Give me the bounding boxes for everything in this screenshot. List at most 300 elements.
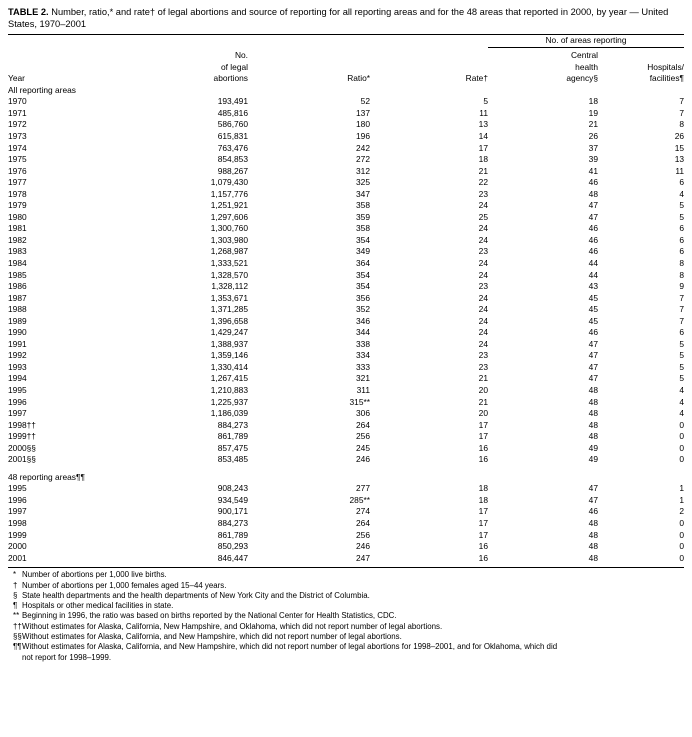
cell-ratio: 349: [356, 246, 370, 257]
cell-year: 1987: [8, 292, 27, 303]
table-row: [8, 143, 684, 155]
cell-hospitals-facilities: 0: [679, 552, 685, 563]
table-row: [8, 108, 684, 120]
cell-central-health-agency: 48: [588, 419, 598, 430]
cell-year: 1981: [8, 223, 27, 234]
cell-central-health-agency: 49: [588, 442, 598, 453]
cell-hospitals-facilities: 5: [679, 211, 685, 222]
cell-hospitals-facilities: 7: [679, 304, 685, 315]
cell-year: 1970: [8, 96, 27, 107]
cell-rate: 22: [478, 177, 488, 188]
cell-no: 763,476: [217, 142, 248, 153]
table-row: [8, 223, 684, 235]
cell-no: 1,371,285: [210, 304, 248, 315]
group-label: 48 reporting areas¶¶: [8, 471, 85, 482]
cell-central-health-agency: 47: [588, 338, 598, 349]
cell-rate: 18: [478, 494, 488, 505]
cell-hospitals-facilities: 7: [679, 96, 685, 107]
cell-no: 1,210,883: [210, 385, 248, 395]
cell-hospitals-facilities: 7: [679, 315, 685, 326]
table-row: [8, 281, 684, 293]
footnote-marker: †: [13, 580, 18, 590]
cell-central-health-agency: 47: [588, 350, 598, 361]
header-year: Year: [8, 73, 25, 84]
group-header-row: [8, 472, 684, 484]
cell-central-health-agency: 48: [588, 431, 598, 442]
header-cha-line2: health: [575, 61, 598, 72]
footnote: [8, 570, 684, 580]
table-row: [8, 189, 684, 201]
table-row: [8, 327, 684, 339]
cell-rate: 24: [478, 315, 488, 326]
cell-no: 1,251,921: [210, 200, 248, 211]
footnote-text: Without estimates for Alaska, California, and New Hampshire, which did not report number of legal abortions for 1998–2001, and for Oklahoma, which did: [22, 642, 558, 652]
cell-no: 1,300,760: [210, 223, 248, 234]
header-central-health-agency: [488, 50, 598, 85]
footnote-text: Number of abortions per 1,000 females aged 15–44 years.: [22, 580, 227, 590]
cell-hospitals-facilities: 5: [679, 373, 685, 384]
cell-no: 1,079,430: [210, 177, 248, 188]
cell-year: 1988: [8, 304, 27, 315]
cell-hospitals-facilities: 6: [679, 223, 685, 234]
cell-no: 485,816: [217, 107, 248, 118]
table-row: [8, 431, 684, 443]
table-row: [8, 518, 684, 530]
cell-rate: 24: [478, 223, 488, 234]
cell-year: 1974: [8, 142, 27, 153]
table-row: [8, 541, 684, 553]
cell-central-health-agency: 21: [588, 119, 598, 130]
group-label: All reporting areas: [8, 84, 76, 95]
cell-hospitals-facilities: 0: [679, 529, 685, 540]
header-rate: Rate†: [465, 73, 488, 84]
table-row: [8, 339, 684, 351]
cell-ratio: 315**: [349, 396, 370, 407]
cell-year: 1978: [8, 188, 27, 199]
cell-hospitals-facilities: 6: [679, 246, 685, 257]
footnote-marker: ¶: [13, 601, 18, 611]
cell-year: 1989: [8, 315, 27, 326]
cell-hospitals-facilities: 5: [679, 200, 685, 211]
cell-hospitals-facilities: 8: [679, 257, 685, 268]
table-row: [8, 385, 684, 397]
table-head: [8, 35, 684, 85]
cell-rate: 5: [483, 96, 488, 107]
cell-no: 1,268,987: [210, 246, 248, 257]
cell-central-health-agency: 48: [588, 552, 598, 563]
cell-hospitals-facilities: 5: [679, 361, 685, 372]
cell-hospitals-facilities: 0: [679, 454, 685, 465]
cell-year: 1982: [8, 234, 27, 245]
cell-ratio: 364: [356, 257, 370, 268]
cell-year: 1995: [8, 385, 27, 395]
cell-ratio: 277: [356, 483, 370, 494]
cell-year: 1998: [8, 518, 27, 529]
footnotes: [8, 570, 684, 663]
footnote-marker: **: [13, 611, 20, 621]
footnote-text: State health departments and the health departments of New York City and the District of Columbia.: [22, 590, 370, 600]
cell-no: 934,549: [217, 494, 248, 505]
footnote-text-continued: not report for 1998–1999.: [22, 652, 112, 662]
cell-no: 1,186,039: [210, 408, 248, 419]
cell-year: 2001§§: [8, 454, 36, 465]
footnote: [8, 601, 684, 611]
cell-ratio: 354: [356, 234, 370, 245]
cell-ratio: 264: [356, 518, 370, 529]
cell-central-health-agency: 49: [588, 454, 598, 465]
cell-no: 615,831: [217, 130, 248, 141]
table-row: [8, 235, 684, 247]
cell-year: 1975: [8, 154, 27, 165]
cell-ratio: 338: [356, 338, 370, 349]
cell-ratio: 246: [356, 541, 370, 552]
cell-ratio: 356: [356, 292, 370, 303]
cell-ratio: 285**: [349, 494, 370, 505]
cell-ratio: 180: [356, 119, 370, 130]
cell-hospitals-facilities: 6: [679, 234, 685, 245]
cell-ratio: 242: [356, 142, 370, 153]
cell-rate: 16: [478, 552, 488, 563]
cell-rate: 24: [478, 338, 488, 349]
footnote: [8, 581, 684, 591]
cell-hospitals-facilities: 0: [679, 541, 685, 552]
cell-rate: 23: [478, 281, 488, 292]
cell-year: 1991: [8, 338, 27, 349]
cell-ratio: 352: [356, 304, 370, 315]
table-row: [8, 270, 684, 282]
cell-no: 1,267,415: [210, 373, 248, 384]
table-row: [8, 454, 684, 466]
cell-rate: 25: [478, 211, 488, 222]
cell-rate: 17: [478, 506, 488, 517]
cell-year: 1999††: [8, 431, 36, 442]
cell-year: 1997: [8, 506, 27, 517]
cell-hospitals-facilities: 9: [679, 281, 685, 292]
cell-no: 1,328,570: [210, 269, 248, 280]
cell-no: 846,447: [217, 552, 248, 563]
table-row: [8, 96, 684, 108]
cell-hospitals-facilities: 4: [679, 385, 685, 395]
cell-no: 884,273: [217, 419, 248, 430]
cell-year: 2000: [8, 541, 27, 552]
table-row: [8, 200, 684, 212]
cell-no: 1,297,606: [210, 211, 248, 222]
cell-year: 1993: [8, 361, 27, 372]
header-no-line3: abortions: [213, 73, 248, 84]
cell-hospitals-facilities: 0: [679, 518, 685, 529]
cell-year: 1986: [8, 281, 27, 292]
footnote-marker: *: [13, 570, 17, 580]
cell-no: 850,293: [217, 541, 248, 552]
cell-central-health-agency: 46: [588, 234, 598, 245]
cell-central-health-agency: 46: [588, 223, 598, 234]
cell-no: 586,760: [217, 119, 248, 130]
cell-no: 1,328,112: [211, 281, 248, 292]
cell-ratio: 354: [356, 281, 370, 292]
cell-year: 1996: [8, 494, 27, 505]
cell-ratio: 321: [356, 373, 370, 384]
table-row: [8, 304, 684, 316]
cell-no: 1,359,146: [210, 350, 248, 361]
cell-no: 1,303,980: [210, 234, 248, 245]
cell-no: 1,353,671: [210, 292, 248, 303]
cell-central-health-agency: 37: [588, 142, 598, 153]
cell-rate: 21: [478, 396, 488, 407]
cell-year: 1977: [8, 177, 27, 188]
footnote-marker: ¶¶: [13, 642, 22, 652]
footnote-text: Without estimates for Alaska, California, New Hampshire, and Oklahoma, which did not report number of legal abortions.: [22, 621, 443, 631]
cell-no: 853,485: [217, 454, 248, 465]
cell-ratio: 245: [356, 442, 370, 453]
cell-year: 1979: [8, 200, 27, 211]
cell-hospitals-facilities: 2: [679, 506, 685, 517]
header-row: [8, 50, 684, 85]
cell-hospitals-facilities: 4: [679, 188, 685, 199]
cell-no: 857,475: [217, 442, 248, 453]
body-bottom-rule: [8, 567, 684, 568]
cell-ratio: 196: [356, 130, 370, 141]
cell-rate: 24: [478, 269, 488, 280]
table-row: [8, 350, 684, 362]
cell-central-health-agency: 48: [588, 541, 598, 552]
table-number: TABLE 2.: [8, 7, 49, 17]
cell-rate: 23: [478, 246, 488, 257]
cell-rate: 17: [478, 518, 488, 529]
cell-hospitals-facilities: 11: [675, 165, 685, 176]
cell-hospitals-facilities: 4: [679, 408, 685, 419]
cell-central-health-agency: 45: [588, 315, 598, 326]
cell-rate: 16: [478, 442, 488, 453]
cell-year: 1990: [8, 327, 27, 338]
header-cha-line1: Central: [571, 50, 598, 61]
cell-rate: 23: [478, 361, 488, 372]
cell-no: 900,171: [217, 506, 248, 517]
cell-rate: 13: [478, 119, 488, 130]
cell-rate: 14: [478, 130, 488, 141]
cell-rate: 18: [478, 483, 488, 494]
cell-hospitals-facilities: 13: [674, 154, 685, 165]
cell-central-health-agency: 46: [588, 327, 598, 338]
cell-central-health-agency: 43: [588, 281, 598, 292]
cell-rate: 20: [478, 408, 488, 419]
cell-rate: 24: [478, 327, 488, 338]
cell-rate: 18: [478, 154, 488, 165]
cell-rate: 24: [478, 304, 488, 315]
cell-ratio: 358: [356, 223, 370, 234]
cell-ratio: 354: [356, 269, 370, 280]
table-row: [8, 246, 684, 258]
cell-year: 1992: [8, 350, 27, 361]
cell-rate: 17: [478, 529, 488, 540]
header-span-areas-reporting-label: No. of areas reporting: [488, 35, 684, 49]
cell-rate: 23: [478, 188, 488, 199]
cell-year: 2000§§: [8, 442, 36, 453]
cell-hospitals-facilities: 4: [679, 396, 685, 407]
cell-year: 1996: [8, 396, 27, 407]
cell-year: 1999: [8, 529, 27, 540]
cell-year: 1995: [8, 483, 27, 494]
cell-hospitals-facilities: 0: [679, 442, 685, 453]
cell-hospitals-facilities: 0: [679, 419, 685, 430]
header-hosp-line2: facilities¶: [649, 73, 685, 84]
cell-central-health-agency: 47: [588, 373, 598, 384]
table-row: [8, 293, 684, 305]
cell-rate: 17: [478, 142, 488, 153]
cell-year: 1983: [8, 246, 27, 257]
cell-central-health-agency: 47: [588, 200, 598, 211]
header-no-line2: of legal: [220, 61, 248, 72]
table-row: [8, 119, 684, 131]
footnote-text: Beginning in 1996, the ratio was based on births reported by the National Center for Health Statistics, CDC.: [22, 611, 397, 621]
cell-year: 1980: [8, 211, 27, 222]
cell-hospitals-facilities: 1: [679, 483, 685, 494]
footnote: [8, 622, 684, 632]
cell-hospitals-facilities: 7: [679, 107, 685, 118]
cell-ratio: 333: [356, 361, 370, 372]
cell-central-health-agency: 48: [588, 408, 598, 419]
cell-hospitals-facilities: 8: [679, 269, 685, 280]
cell-central-health-agency: 48: [588, 529, 598, 540]
cell-ratio: 347: [356, 188, 370, 199]
cell-central-health-agency: 41: [588, 165, 598, 176]
cell-rate: 24: [478, 292, 488, 303]
cell-no: 988,267: [217, 165, 248, 176]
footnote: [8, 642, 684, 652]
cell-hospitals-facilities: 15: [674, 142, 685, 153]
cell-ratio: 137: [356, 107, 370, 118]
cell-ratio: 346: [356, 315, 370, 326]
table-row: [8, 316, 684, 328]
footnote: [8, 611, 684, 621]
cell-no: 1,388,937: [210, 338, 248, 349]
footnote-marker: §§: [13, 631, 22, 641]
cell-central-health-agency: 26: [588, 130, 598, 141]
cell-central-health-agency: 45: [588, 304, 598, 315]
header-hospitals-facilities: [598, 50, 684, 85]
cell-ratio: 312: [356, 165, 370, 176]
cell-ratio: 272: [356, 154, 370, 165]
cell-central-health-agency: 44: [588, 257, 598, 268]
cell-no: 1,429,247: [210, 327, 248, 338]
cell-hospitals-facilities: 26: [674, 130, 685, 141]
table-row: [8, 443, 684, 455]
cell-central-health-agency: 47: [588, 494, 598, 505]
cell-ratio: 246: [356, 454, 370, 465]
header-cha-line3: agency§: [566, 73, 598, 84]
cell-central-health-agency: 48: [588, 396, 598, 407]
table-row: [8, 397, 684, 409]
cell-year: 2001: [8, 552, 27, 563]
cell-rate: 24: [478, 257, 488, 268]
table-row: [8, 258, 684, 270]
footnote-marker: ††: [13, 621, 22, 631]
table-row: [8, 373, 684, 385]
cell-central-health-agency: 48: [588, 385, 598, 395]
header-no-of-legal-abortions: [128, 50, 248, 85]
cell-no: 193,491: [217, 96, 248, 107]
cell-no: 1,157,776: [210, 188, 248, 199]
cell-year: 1997: [8, 408, 27, 419]
cell-central-health-agency: 48: [588, 188, 598, 199]
table-row: [8, 420, 684, 432]
cell-ratio: 344: [356, 327, 370, 338]
header-span-empty: [8, 35, 488, 51]
footnote-marker: §: [13, 590, 18, 600]
cell-central-health-agency: 39: [588, 154, 598, 165]
cell-year: 1984: [8, 257, 27, 268]
cell-rate: 21: [478, 373, 488, 384]
group-header-row: [8, 85, 684, 97]
cell-no: 1,333,521: [210, 257, 248, 268]
cell-central-health-agency: 46: [588, 177, 598, 188]
cell-hospitals-facilities: 0: [679, 431, 685, 442]
cell-year: 1985: [8, 269, 27, 280]
cell-central-health-agency: 44: [588, 269, 598, 280]
cell-rate: 21: [478, 165, 488, 176]
cell-central-health-agency: 45: [588, 292, 598, 303]
footnote-text: Hospitals or other medical facilities in state.: [22, 601, 174, 611]
cell-rate: 16: [478, 454, 488, 465]
cell-hospitals-facilities: 8: [679, 119, 685, 130]
cell-ratio: 256: [356, 431, 370, 442]
cell-year: 1994: [8, 373, 27, 384]
table-row: [8, 408, 684, 420]
table-row: [8, 212, 684, 224]
cell-rate: 16: [478, 541, 488, 552]
cell-central-health-agency: 48: [588, 518, 598, 529]
cell-rate: 23: [478, 350, 488, 361]
cell-no: 854,853: [217, 154, 248, 165]
page-title: [0, 0, 692, 31]
cell-year: 1973: [8, 130, 27, 141]
footnote-text: Number of abortions per 1,000 live births.: [22, 570, 167, 580]
cell-rate: 17: [478, 419, 488, 430]
cell-rate: 24: [478, 200, 488, 211]
cell-central-health-agency: 46: [588, 506, 598, 517]
cell-ratio: 311: [356, 385, 370, 395]
cell-no: 1,396,658: [210, 315, 248, 326]
cell-ratio: 256: [356, 529, 370, 540]
cell-year: 1976: [8, 165, 27, 176]
cell-central-health-agency: 19: [588, 107, 598, 118]
cell-central-health-agency: 18: [588, 96, 598, 107]
cell-central-health-agency: 46: [588, 246, 598, 257]
cell-no: 861,789: [217, 431, 248, 442]
header-no-line1: No.: [234, 50, 248, 61]
table-title-text: Number, ratio,* and rate† of legal abortions and source of reporting for all reporting areas and for the 48 areas that reported in 2000, by year — United States, 1970–2001: [8, 7, 669, 30]
cell-year: 1972: [8, 119, 27, 130]
table-row: [8, 154, 684, 166]
cell-ratio: 274: [356, 506, 370, 517]
cell-ratio: 52: [360, 96, 370, 107]
cell-year: 1998††: [8, 419, 36, 430]
header-ratio: Ratio*: [347, 73, 370, 84]
cell-rate: 24: [478, 234, 488, 245]
abortions-table: [8, 35, 684, 565]
footnote: [8, 591, 684, 601]
table-row: [8, 506, 684, 518]
cell-no: 1,330,414: [210, 361, 248, 372]
header-span-row: [8, 35, 684, 51]
cell-central-health-agency: 47: [588, 211, 598, 222]
table-row: [8, 131, 684, 143]
cell-ratio: 264: [356, 419, 370, 430]
table-row: [8, 495, 684, 507]
cell-rate: 17: [478, 431, 488, 442]
header-hosp-line1: Hospitals/: [647, 61, 685, 72]
cell-hospitals-facilities: 5: [679, 350, 685, 361]
cell-hospitals-facilities: 5: [679, 338, 685, 349]
